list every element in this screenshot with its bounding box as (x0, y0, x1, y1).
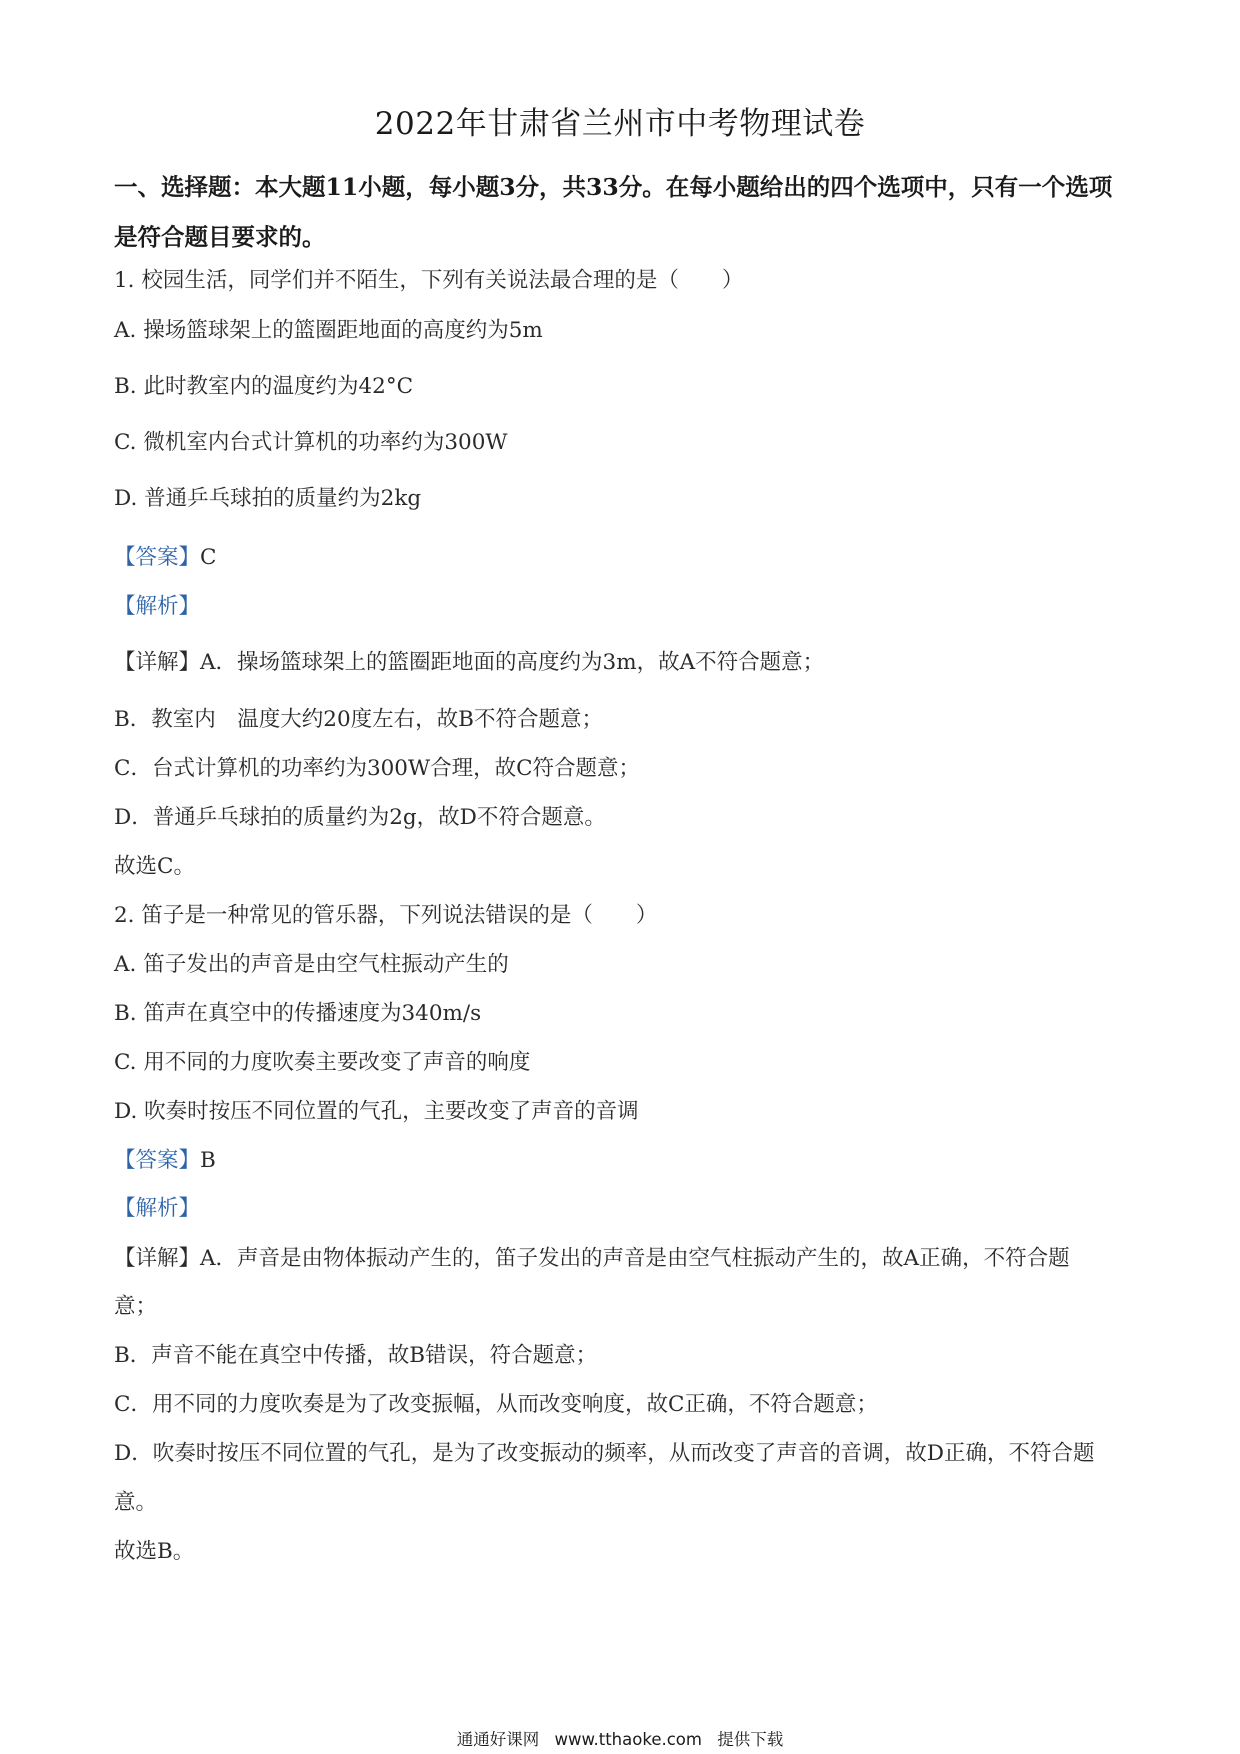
section-heading: 一、选择题：本大题11小题，每小题3分，共33分。在每小题给出的四个选项中，只有一个选项是符合题目要求的。 (114, 173, 1113, 251)
detail-tag: 【详解】 (114, 650, 201, 675)
answer-tag: 【答案】 (114, 1148, 201, 1173)
analysis-tag: 【解析】 (114, 1196, 201, 1221)
answer-tag: 【答案】 (114, 545, 201, 570)
question-2-detail-b: B．声音不能在真空中传播，故B错误，符合题意； (114, 1343, 598, 1368)
question-1-detail-a (114, 648, 824, 678)
question-1-detail-b: B．教室内 温度大约20度左右，故B不符合题意； (114, 707, 603, 732)
question-2-option-b: B. 笛声在真空中的传播速度为340m/s (114, 1001, 482, 1026)
question-2-conclusion: 故选B。 (114, 1539, 195, 1564)
question-1-answer (114, 543, 216, 573)
question-1-detail-c: C．台式计算机的功率约为300W合理，故C符合题意； (114, 756, 641, 781)
question-2-answer (114, 1146, 216, 1176)
detail-tag: 【详解】 (114, 1246, 201, 1271)
question-2-option-c: C. 用不同的力度吹奏主要改变了声音的响度 (114, 1050, 531, 1075)
question-2-detail-a-cont: 意； (114, 1294, 158, 1319)
question-2-detail-d: D．吹奏时按压不同位置的气孔，是为了改变振动的频率，从而改变了声音的音调，故D正确，不符合题 (114, 1441, 1095, 1466)
question-1-analysis (114, 592, 200, 622)
question-1-option-a: A. 操场篮球架上的篮圈距地面的高度约为5m (114, 318, 543, 343)
question-2-detail-a (114, 1244, 1070, 1274)
question-2-analysis (114, 1194, 200, 1224)
question-1-conclusion: 故选C。 (114, 854, 195, 879)
detail-text: A．操场篮球架上的篮圈距地面的高度约为3m，故A不符合题意； (200, 650, 825, 675)
question-1-detail-d: D．普通乒乓球拍的质量约为2g，故D不符合题意。 (114, 805, 606, 830)
analysis-tag: 【解析】 (114, 594, 201, 619)
detail-text: A．声音是由物体振动产生的，笛子发出的声音是由空气柱振动产生的，故A正确，不符合题 (200, 1246, 1070, 1271)
answer-value: C (200, 545, 217, 570)
question-1-stem: 1. 校园生活，同学们并不陌生，下列有关说法最合理的是（ ） (114, 268, 744, 293)
question-2-stem: 2. 笛子是一种常见的管乐器，下列说法错误的是（ ） (114, 903, 658, 928)
footer-url[interactable]: www.tthaoke.com (554, 1730, 702, 1749)
page-footer (0, 1726, 1240, 1750)
question-2-detail-c: C．用不同的力度吹奏是为了改变振幅，从而改变响度，故C正确，不符合题意； (114, 1392, 878, 1417)
question-1-option-c: C. 微机室内台式计算机的功率约为300W (114, 430, 508, 455)
page-title: 2022年甘肃省兰州市中考物理试卷 (374, 106, 866, 142)
answer-value: B (200, 1148, 216, 1173)
question-2-option-d: D. 吹奏时按压不同位置的气孔，主要改变了声音的音调 (114, 1099, 639, 1124)
footer-note: 提供下载 (717, 1730, 784, 1749)
question-1-option-b: B. 此时教室内的温度约为42°C (114, 374, 414, 399)
question-1-option-d: D. 普通乒乓球拍的质量约为2kg (114, 486, 422, 511)
question-2-detail-d-cont: 意。 (114, 1490, 158, 1515)
question-2-option-a: A. 笛子发出的声音是由空气柱振动产生的 (114, 952, 509, 977)
footer-site-name: 通通好课网 (456, 1730, 540, 1749)
